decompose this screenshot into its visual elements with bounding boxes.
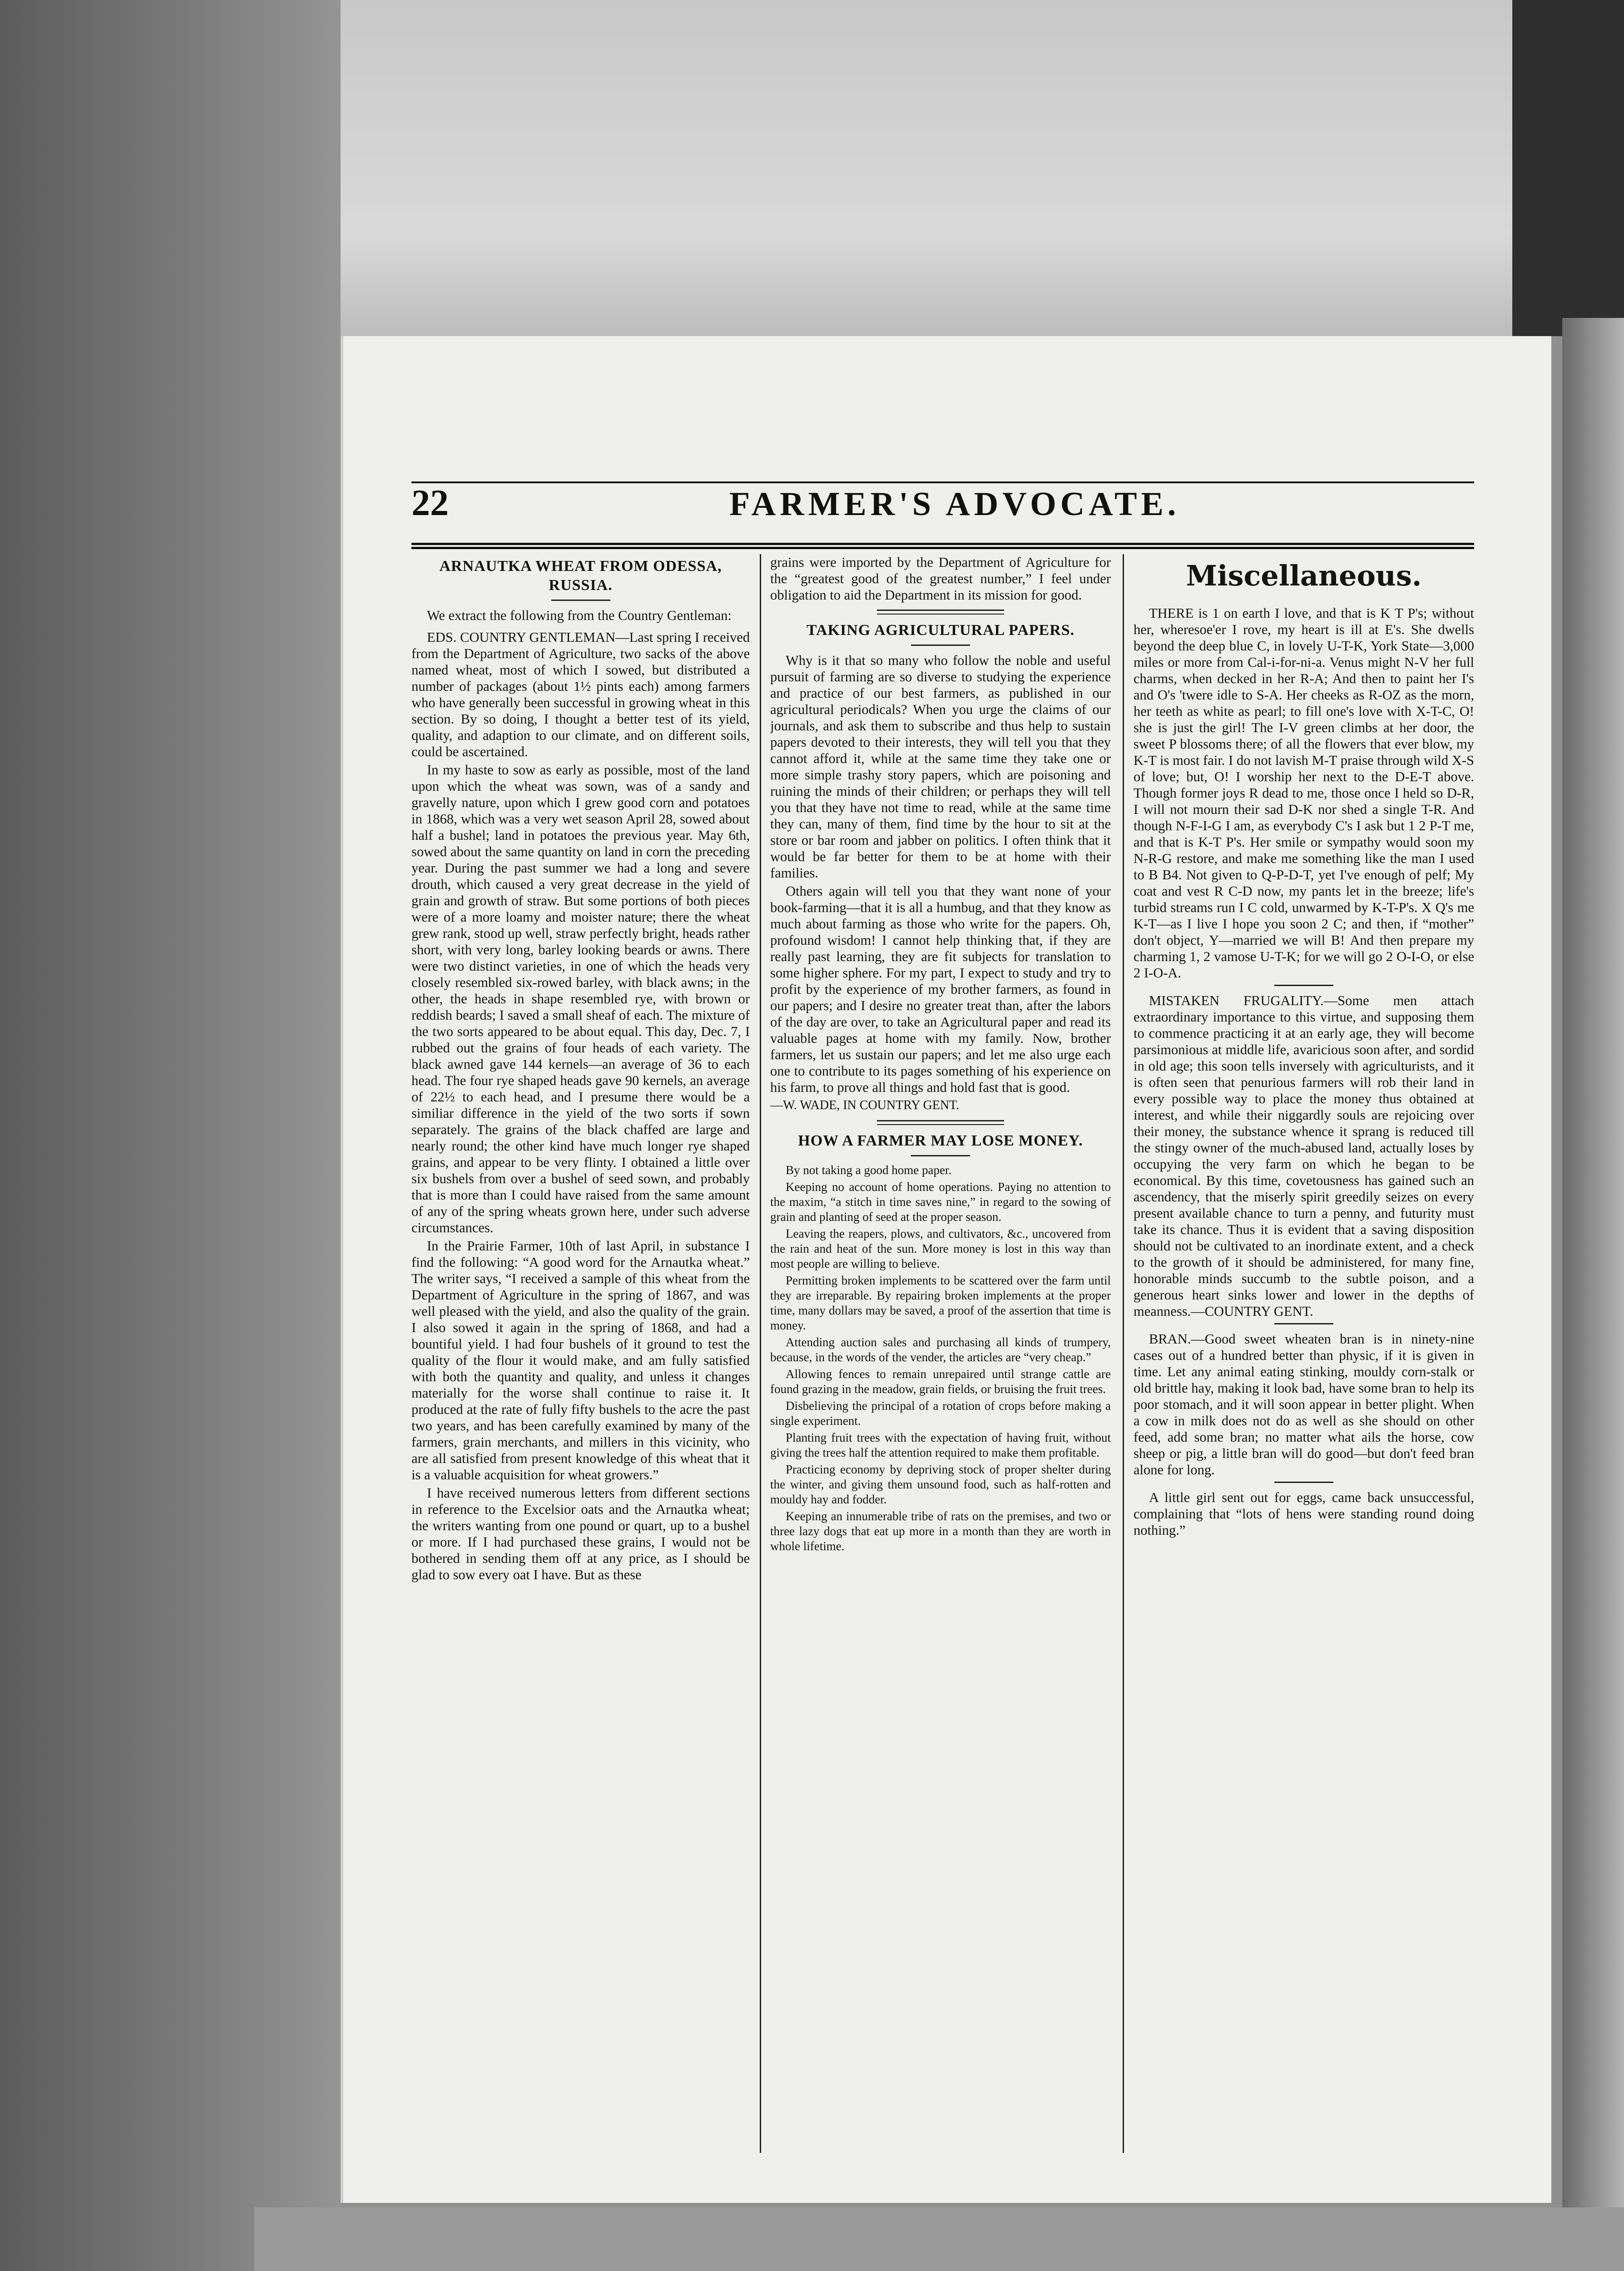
newspaper-page <box>341 336 1551 2203</box>
list-item: Planting fruit trees with the expectation of having fruit, without giving the trees half the attention required to make them profitable. <box>770 1431 1111 1459</box>
scanner-background-top <box>341 0 1567 336</box>
list-item: Allowing fences to remain unrepaired until strange cattle are found grazing in the meadow, grain fields, or bruising the fruit trees. <box>770 1367 1111 1396</box>
section-rule <box>877 1120 1004 1125</box>
article-heading: ARNAUTKA WHEAT FROM ODESSA, RUSSIA. <box>439 558 722 594</box>
article-paragraph: A little girl sent out for eggs, came back unsuccessful, complaining that “lots of hens were standing round doing nothing.” <box>1134 1490 1474 1538</box>
column-1 <box>411 554 750 2153</box>
article-paragraph: EDS. COUNTRY GENTLEMAN—Last spring I received from the Department of Agriculture, two sacks of the above named wheat, most of which I sowed, but distributed a number of packages (about 1½ pints each) among farmers who have generally been successful in growing wheat in this section. By so doing, I thought a better test of its yield, quality, and adaption to our climate, and on different soils, could be ascertained. <box>411 630 750 759</box>
section-heading: Miscellaneous. <box>1186 559 1422 592</box>
scanner-background-strip <box>1512 0 1624 336</box>
heading-rule <box>911 1155 970 1156</box>
section-rule <box>1274 1323 1333 1324</box>
list-item: Practicing economy by depriving stock of proper shelter during the winter, and giving them unsound food, such as half-rotten and mouldy hay and fodder. <box>770 1463 1111 1506</box>
section-rule <box>1274 1482 1333 1483</box>
article-intro: We extract the following from the Country Gentleman: <box>427 608 732 623</box>
column-3 <box>1134 554 1474 2153</box>
article-paragraph: Why is it that so many who follow the noble and useful pursuit of farming are so diverse to studying the experience and practice of our best farmers, as published in our agricultural periodicals? When you urge the claims of our journals, and ask them to subscribe and thus help to sustain papers devoted to their interests, they will tell you that they cannot afford it, while at the same time they take one or more simple trashy story papers, which are poisoning and ruining the minds of their children; or perhaps they will tell you that they have not time to read, while at the same time they can, many of them, find time by the hour to sit at the store or bar room and jabber on politics. I often think that it would be far better for them to be at home with their families. <box>770 653 1111 881</box>
list-item: Keeping an innumerable tribe of rats on the premises, and two or three lazy dogs that eat up more in a month than they are worth in whole lifetime. <box>770 1509 1111 1553</box>
page-content <box>411 481 1474 2153</box>
column-2 <box>770 554 1111 2153</box>
section-rule <box>877 610 1004 615</box>
article-paragraph: BRAN.—Good sweet wheaten bran is in ninety-nine cases out of a hundred better than physic, if it is given in time. Let any animal eating stinking, mouldy corn-stalk or old brittle hay, making it look bad, have some bran to help its poor stomach, and it will soon appear in better plight. When a cow in milk does not do as well as she should on other feed, add some bran; no matter what ails the horse, cow sheep or pig, a little bran will do good—but don't feed bran alone for long. <box>1134 1331 1474 1478</box>
column-rule <box>1123 554 1124 2153</box>
list-item: Permitting broken implements to be scattered over the farm until they are irreparable. By repairing broken implements at the proper time, many dollars may be saved, a proof of the assertion that time is money. <box>770 1274 1111 1332</box>
page-number: 22 <box>411 482 449 523</box>
article-heading: TAKING AGRICULTURAL PAPERS. <box>806 622 1075 639</box>
masthead <box>411 481 1474 549</box>
article-paragraph: MISTAKEN FRUGALITY.—Some men attach extraordinary importance to this virtue, and supposing them to commence practicing it at an early age, they will become parsimonious at middle life, avaricious soon after, and sordid in old age; this soon tells inversely with agriculturists, and it is often seen that penurious farmers will rob their land in every possible way to place the money thus obtained at interest, and while their niggardly souls are rejoicing over their money, the substance whence it sprang is reduced till the stingy owner of the much-abused land, actually loses by occupying the very farm on which he began to be economical. By this time, covetousness has gained such an ascendency, that the miserly spirit greedily seizes on every present available chance to turn a penny, and futurity must take its chance. Thus it is evident that a saving disposition should not be cultivated to an inordinate extent, and a check to the growth of it should be administered, for many fine, honorable minds succumb to the subtle poison, and a generous heart sinks lower and lower in the depths of meanness.—COUNTRY GENT. <box>1134 993 1474 1319</box>
heading-rule <box>911 645 970 646</box>
list-item: Leaving the reapers, plows, and cultivators, &c., uncovered from the rain and heat of the sun. More money is lost in this way than most people are willing to believe. <box>770 1227 1111 1270</box>
list-item: Disbelieving the principal of a rotation of crops before making a single experiment. <box>770 1399 1111 1428</box>
scanner-background-left <box>0 0 341 2271</box>
article-paragraph: In my haste to sow as early as possible, most of the land upon which the wheat was sown, was of a sandy and gravelly nature, upon which I grew good corn and potatoes in 1868, which was a very wet season April 28, sowed about half a bushel; land in potatoes the previous year. May 6th, sowed about the same quantity on land in corn the preceding year. During the past summer we had a long and severe drouth, which caused a very great decrease in the yield of grain and growth of straw. But some portions of both pieces were of a more loamy and moister nature; there the wheat grew rank, stood up well, straw perfectly bright, heads rather short, with very long, barley looking beards or awns. There were two distinct varieties, in one of which the heads very closely resembled six-rowed barley, with black awns; in the other, the heads in shape resembled rye, with brown or reddish beards; I saved a small sheaf of each. The mixture of the two sorts appeared to be about equal. This day, Dec. 7, I rubbed out the grains of four heads of each variety. The black awned gave 144 kernels—an average of 36 to each head. The four rye shaped heads gave 90 kernels, an average of 22½ to each head, and I presume there would be a similiar difference in the yield of the two sorts if sown separately. The grains of the black chaffed are large and nearly round; the other kind have much longer rye shaped grains, and appear to be very flinty. I obtained a little over six bushels from over a bushel of seed sown, and probably that is more than I could have raised from the same amount of any of the spring wheats grown here, under such adverse circumstances. <box>411 762 750 1235</box>
newspaper-title: FARMER'S ADVOCATE. <box>729 486 1180 523</box>
article-paragraph: I have received numerous letters from different sections in reference to the Excelsior oats and the Arnautka wheat; the writers wanting from one pound or quart, up to a bushel or more. If I had purchased these grains, I would not be bothered in sending them off at any price, as I should be glad to sow every oat I have. But as these <box>411 1485 750 1582</box>
article-signature: —W. WADE, IN COUNTRY GENT. <box>770 1098 960 1112</box>
top-rule <box>411 481 1474 483</box>
list-item: Attending auction sales and purchasing all kinds of trumpery, because, in the words of the vender, the articles are “very cheap.” <box>770 1335 1111 1364</box>
scanner-background-right <box>1562 318 1624 2271</box>
column-rule <box>760 554 761 2153</box>
list-item: By not taking a good home paper. <box>786 1163 952 1177</box>
scanner-background-bottom <box>254 2207 1624 2271</box>
article-paragraph: In the Prairie Farmer, 10th of last April, in substance I find the following: “A good word for the Arnautka wheat.” The writer says, “I received a sample of this wheat from the Department of Agriculture in the spring of 1867, and was well pleased with the yield, and also the quality of the grain. I also sowed it again in the spring of 1868, and had a bountiful yield. I had four bushels of it ground to test the quality of the flour it would make, and am fully satisfied with both the quantity and quality, and unless it changes materially for the worse shall continue to raise it. It produced at the rate of fully fifty bushels to the acre the past two years, and has been carefully examined by many of the farmers, grain merchants, and millers in this vicinity, who are all satisfied from present knowledge of this wheat that it is a valuable acquisition for wheat growers.” <box>411 1238 750 1483</box>
article-heading: HOW A FARMER MAY LOSE MONEY. <box>798 1132 1083 1149</box>
section-rule <box>1274 985 1333 986</box>
heading-rule <box>551 600 610 601</box>
list-item: Keeping no account of home operations. Paying no attention to the maxim, “a stitch in time saves nine,” in regard to the sowing of grain and planting of seed at the proper season. <box>770 1180 1111 1224</box>
article-paragraph: THERE is 1 on earth I love, and that is K T P's; without her, wheresoe'er I rove, my heart is ill at E's. She dwells beyond the deep blue C, in lovely U-T-K, York State—3,000 miles or more from Cal-i-for-ni-a. Venus might N-V her full charms, when decked in her R-A; And then to paint her I's and O's 'twere idle to S-A. Her cheeks as R-OZ as the morn, her teeth as white as pearl; to fill one's love with X-T-C, O! she is just the girl! The I-V green climbs at her door, the sweet P blossoms there; of all the flowers that ever blow, my K-T is most fair. I do not lavish M-T praise through wild X-S of love; but, O! I worship her next to the D-E-T above. Though former joys R dead to me, those once I held so D-R, I will not mourn their sad D-K nor shed a single T-R. And though N-F-I-G I am, as everybody C's I ask but 1 2 P-T me, and that is K-T P's. Her smile or sympathy would soon my N-R-G restore, and make me something like the man I used to B B4. Not given to Q-P-D-T, yet I've enough of pelf; My coat and vest R C-D now, my pants let in the breeze; life's turbid streams run I C cold, unwarmed by K-T-P's. X Q's me K-T—as I live I hope you soon 2 C; and then, if “mother” don't object, Y—married we will B! And then prepare my charming 1, 2 vamose U-T-K; for we will go 2 O-I-O, or else 2 I-O-A. <box>1134 605 1474 981</box>
article-continuation: grains were imported by the Department of Agriculture for the “greatest good of the greatest number,” I feel under obligation to aid the Department in its mission for good. <box>770 555 1111 603</box>
article-paragraph: Others again will tell you that they want none of your book-farming—that it is all a humbug, and that they know as much about farming as those who write for the papers. Oh, profound wisdom! I cannot help thinking that, if they are really past learning, they are fit subjects for translation to some higher sphere. For my part, I expect to study and try to profit by the experience of my brother farmers, as found in our papers; and I desire no greater treat than, after the labors of the day are over, to take an Agricultural paper and read its valuable pages at home with my family. Now, brother farmers, let us sustain our papers; and let me also urge each one to contribute to its pages something of his experience on his farm, to prove all things and hold fast that is good. <box>770 883 1111 1095</box>
